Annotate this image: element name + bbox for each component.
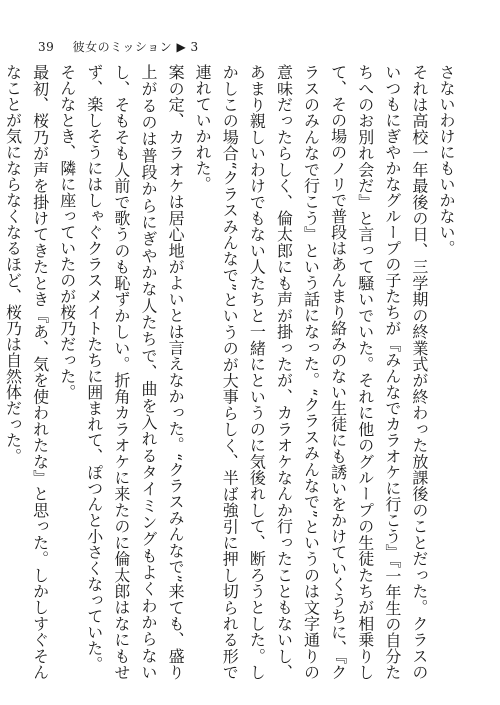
running-title: 彼女のミッション ▶ 3 (72, 40, 199, 54)
paragraph-5: 最初、桜乃が声を掛けてきたとき『あ、気を使われたな』と思った。しかしすぐそんなことが気にならなくなるほど、桜乃は自然体だった。 (3, 64, 50, 680)
page-number: 39 (38, 40, 55, 54)
paragraph-3: 案の定、カラオケは居心地がよいとは言えなかった。“クラスみんなで”来ても、盛り上がるのは普段からにぎやかな人たちで、曲を入れるタイミングもよくわからないし、そもそも人前で歌うのも恥ずかしい。折角カラオケに来たのに倫太郎はなにもせず、楽しそうにはしゃぐクラスメイトたちに囲まれて、ぽつんと小さくなっていた。 (84, 64, 186, 681)
paragraph-4: そんなとき、隣に座っていたのが桜乃だった。 (57, 64, 77, 400)
running-header (38, 38, 199, 55)
paragraph-2: それは高校一年最後の日、三学期の終業式が終わった放課後のことだった。クラスのいつもにぎやかなグループの子たちが『みんなでカラオケに行こう』『一年生の自分たちへのお別れ会だ』と言って騒いでいた。それに他のグループの生徒たちが相乗りして、その場のノリで普段はあんまり絡みのない生徒にも誘いをかけていくうちに、『クラスのみんなで行こう』という話になった。“クラスみんなで”というのは文字通りの意味だったらしく、倫太郎にも声が掛ったが、カラオケなんか行ったこともないし、あまり親しいわけでもない人たちと一緒にというのに気後れして、断ろうとした。しかしこの場合“クラスみんなで”というのが大事らしく、半ば強引に押し切られる形で連れていかれた。 (193, 64, 429, 681)
paragraph-1: さないわけにもいかない。 (437, 64, 456, 256)
vertical-body-text (3, 64, 460, 681)
